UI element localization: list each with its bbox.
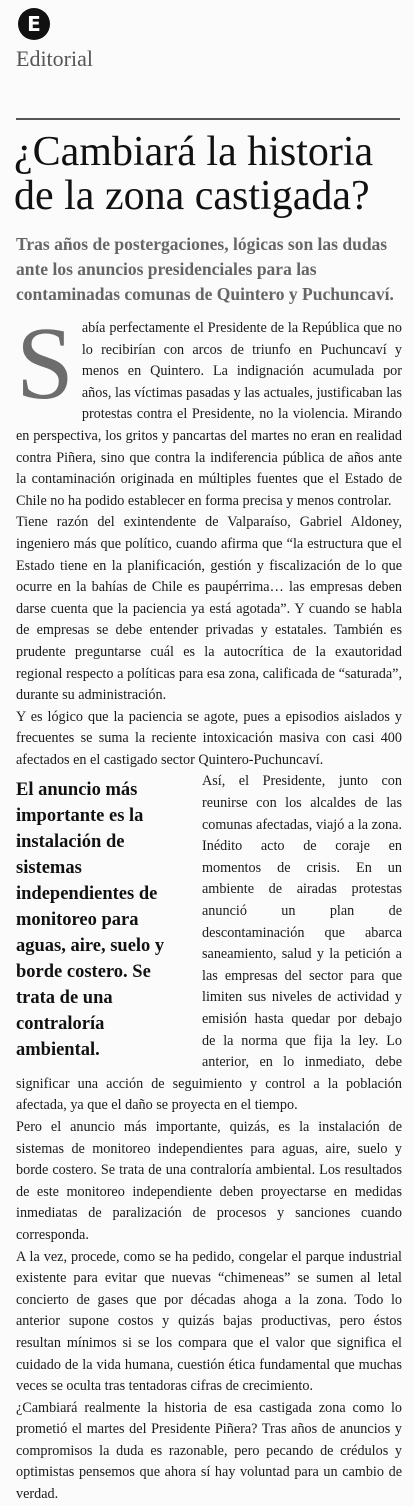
header-rule (16, 118, 400, 120)
paragraph-2: Tiene razón del exintendente de Valparaíso, Gabriel Aldoney, ingeniero más que político, cuando afirma que “la estructura que el Estado tiene en la planificación, gestión y fiscalización de lo que ocurre en la bahías de Chile es paupérrima… las empresas deben darse cuenta que la paciencia ya está agotada”. Y cuando se habla de empresas se debe entender privadas y estatales. También es prudente preguntarse cuál es la autocrítica de la exautoridad regional respecto a políticas para esa zona, calificada de “saturada”, durante su administración. (16, 514, 402, 704)
article-body (16, 306, 402, 1506)
pull-quote: El anuncio más importante es la instalación de sistemas independientes de monitoreo para aguas, aire, suelo y borde costero. Se trata de una contraloría ambiental. (16, 780, 165, 1061)
paragraph-4-text: Así, el Presidente, junto con reunirse con los alcaldes de las comunas afectadas, viajó a la zona. Inédito acto de coraje en momentos de crisis. En un ambiente de airadas protestas anunció un plan de descontaminación que abarca saneamiento, salud y la petición a las empresas del sector para que limiten sus niveles de actividad y emisión hasta quedar por debajo de la norma que fija la ley. Lo anterior, en lo inmediato, debe significar una acción de seguimiento y control a la población afectada, ya que el daño se proyecta en el tiempo. (16, 773, 402, 1114)
paragraph-1-text: abía perfectamente el Presidente de la República que no lo recibirían con arcos de triunfo en Puchuncaví y menos en Quintero. La indignación acumulada por años, las víctimas pasadas y las actuales, justificaban las protestas contra el Presidente, no la violencia. Mirando en perspectiva, los gritos y pancartas del martes no eran en realidad contra Piñera, sino que contra la indiferencia pública de años ante la contaminación originada en múltiples fuentes que el Estado de Chile no ha podido establecer en forma precisa y menos controlar. (16, 320, 402, 509)
paragraph-1 (16, 306, 402, 512)
paragraph-3-text: Y es lógico que la paciencia se agote, pues a episodios aislados y frecuentes se suma la reciente intoxicación masiva con casi 400 afectados en el castigado sector Quintero-Puchuncaví. (16, 708, 402, 768)
section-header (8, 6, 408, 76)
paragraph-3 (16, 707, 402, 772)
paragraph-7: ¿Cambiará realmente la historia de esa castigada zona como lo prometió el martes del Presidente Piñera? Tras años de anuncios y compromisos la duda es razonable, pero pecando de crédulos y optimistas pensemos que ahora sí hay voluntad para un cambio de verdad. (16, 1399, 402, 1503)
section-label: Editorial (16, 46, 93, 71)
headline: ¿Cambiará la historia de la zona castigada? (14, 129, 374, 219)
deck: Tras años de postergaciones, lógicas son las dudas ante los anuncios presidenciales para las contaminadas comunas de Quintero y Puchuncaví. (16, 234, 394, 304)
paragraph-5: Pero el anuncio más importante, quizás, es la instalación de sistemas de monitoreo independientes para aguas, aire, suelo y borde costero. Se trata de una contraloría ambiental. Los resultados de este monitoreo independiente deben proyectarse en medidas inmediatas de paralización de procesos y sanciones cuando corresponda. (16, 1118, 402, 1243)
section-badge: E (18, 8, 50, 40)
paragraph-4 (16, 771, 402, 1117)
paragraph-6: A la vez, procede, como se ha pedido, congelar el parque industrial existente para evitar que nuevas “chimeneas” se sumen al letal concierto de gases que por décadas ahoga a la zona. Todo lo anterior supone costos y quizás bajas productivas, pero éstos resultan mínimos si se los compara que el valor que significa el cuidado de la vida humana, cuestión ética fundamental que muchas veces se oculta tras tentadoras cifras de crecimiento. (16, 1248, 402, 1395)
drop-cap: S (16, 306, 74, 421)
